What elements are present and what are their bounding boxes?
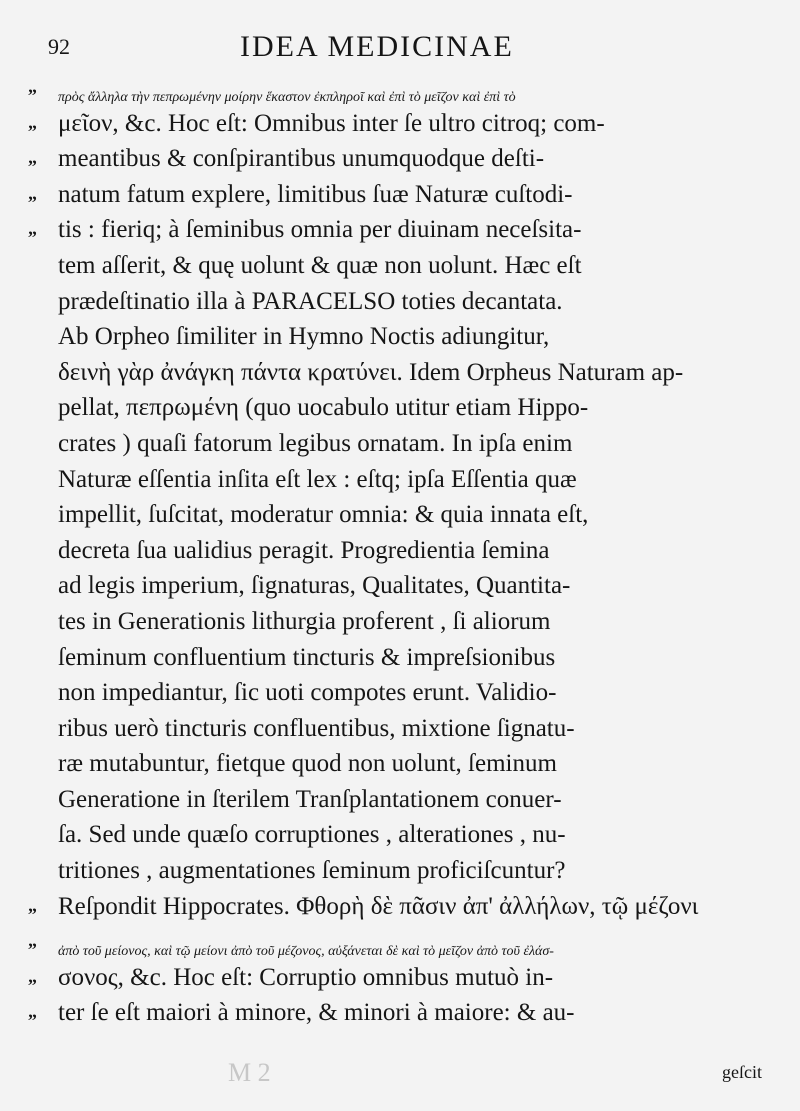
- text-line: [0, 70, 800, 106]
- line-text: tis : fieriq; à ſeminibus omnia per diuinam neceſsita-: [58, 216, 582, 244]
- text-line: [0, 248, 800, 284]
- line-text: pellat, πεπρωμένη (quo uocabulo utitur etiam Hippo-: [58, 394, 589, 422]
- text-line: [0, 141, 800, 177]
- text-line: [0, 817, 800, 853]
- quotation-mark: „: [28, 76, 37, 96]
- text-line: [0, 924, 800, 960]
- line-text: ἀπὸ τοῦ μείονος, καὶ τῷ μείονι ἀπὸ τοῦ μέζονος, αὐξάνεται δὲ καὶ τὸ μεῖζον ἀπὸ τοῦ ἐλάσ-: [58, 944, 554, 960]
- signature-mark: M 2: [228, 1058, 271, 1087]
- text-line: [0, 640, 800, 676]
- quotation-mark: „: [28, 930, 37, 951]
- line-text: ſeminum confluentium tincturis & impreſsionibus: [58, 643, 556, 671]
- line-text: Reſpondit Hippocrates. Φθορὴ δὲ πᾶσιν ἀπ' ἀλλήλων, τῷ μέζονι: [58, 892, 699, 920]
- line-text: ter ſe eſt maiori à minore, & minori à maiore: & au-: [58, 999, 575, 1027]
- text-line: [0, 212, 800, 248]
- text-line: [0, 782, 800, 818]
- page-number: 92: [48, 34, 70, 59]
- quotation-mark: „: [28, 1001, 37, 1022]
- text-line: [0, 390, 800, 426]
- text-line: [0, 995, 800, 1031]
- text-line: [0, 711, 800, 747]
- line-text: non impediantur, ſic uoti compotes erunt. Validio-: [58, 679, 557, 707]
- catchword: geſcit: [722, 1062, 762, 1082]
- line-text: tem aſſerit, & quę uolunt & quæ non uolunt. Hæc eſt: [58, 251, 582, 279]
- line-text: meantibus & conſpirantibus unumquodque deſti-: [58, 145, 545, 173]
- quotation-mark: „: [28, 182, 37, 203]
- line-text: Ab Orpheo ſimiliter in Hymno Noctis adiungitur,: [58, 323, 550, 351]
- quotation-mark: „: [28, 218, 37, 239]
- body-text: [0, 70, 800, 1031]
- line-text: ſa. Sed unde quæſo corruptiones , alterationes , nu-: [58, 821, 566, 849]
- text-line: [0, 853, 800, 889]
- text-line: [0, 177, 800, 213]
- line-text: crates ) quaſi fatorum legibus ornatam. In ipſa enim: [58, 429, 573, 457]
- line-text: prædeſtinatio illa à PARACELSO toties decantata.: [58, 287, 563, 315]
- text-line: [0, 746, 800, 782]
- line-text: tritiones , augmentationes ſeminum proficiſcuntur?: [58, 857, 566, 885]
- quotation-mark: „: [28, 111, 37, 132]
- text-line: [0, 889, 800, 925]
- line-text: Generatione in ſterilem Tranſplantationem conuer-: [58, 785, 562, 813]
- page-header: [0, 30, 800, 70]
- text-line: [0, 960, 800, 996]
- quotation-mark: „: [28, 147, 37, 168]
- text-line: [0, 319, 800, 355]
- text-line: [0, 106, 800, 142]
- line-text: ribus uerò tincturis confluentibus, mixtione ſignatu-: [58, 714, 575, 742]
- quotation-mark: „: [28, 894, 37, 915]
- text-line: [0, 604, 800, 640]
- quotation-mark: „: [28, 965, 37, 986]
- line-text: μεῖον, &c. Hoc eſt: Omnibus inter ſe ultro citroq; com-: [58, 109, 605, 137]
- running-title: IDEA MEDICINAE: [240, 30, 514, 63]
- text-line: [0, 355, 800, 391]
- line-text: πρὸς ἄλληλα τὴν πεπρωμένην μοίρην ἕκαστον ἐκπληροῖ καὶ ἐπὶ τὸ μεῖζον καὶ ἐπὶ τὸ: [58, 90, 516, 105]
- text-line: [0, 497, 800, 533]
- line-text: natum fatum explere, limitibus ſuæ Naturæ cuſtodi-: [58, 180, 573, 208]
- line-text: ad legis imperium, ſignaturas, Qualitates, Quantita-: [58, 572, 571, 600]
- line-text: σονος, &c. Hoc eſt: Corruptio omnibus mutuò in-: [58, 963, 554, 991]
- line-text: tes in Generationis lithurgia proferent , ſi aliorum: [58, 607, 551, 635]
- line-text: decreta ſua ualidius peragit. Progredientia ſemina: [58, 536, 550, 564]
- text-line: [0, 284, 800, 320]
- text-line: [0, 568, 800, 604]
- line-text: Naturæ eſſentia inſita eſt lex : eſtq; ipſa Eſſentia quæ: [58, 465, 577, 493]
- line-text: δεινὴ γὰρ ἀνάγκη πάντα κρατύνει. Idem Orpheus Naturam ap-: [58, 358, 684, 386]
- text-line: [0, 533, 800, 569]
- line-text: impellit, ſuſcitat, moderatur omnia: & quia innata eſt,: [58, 501, 589, 529]
- text-line: [0, 462, 800, 498]
- line-text: ræ mutabuntur, fietque quod non uolunt, ſeminum: [58, 750, 557, 778]
- text-line: [0, 675, 800, 711]
- text-line: [0, 426, 800, 462]
